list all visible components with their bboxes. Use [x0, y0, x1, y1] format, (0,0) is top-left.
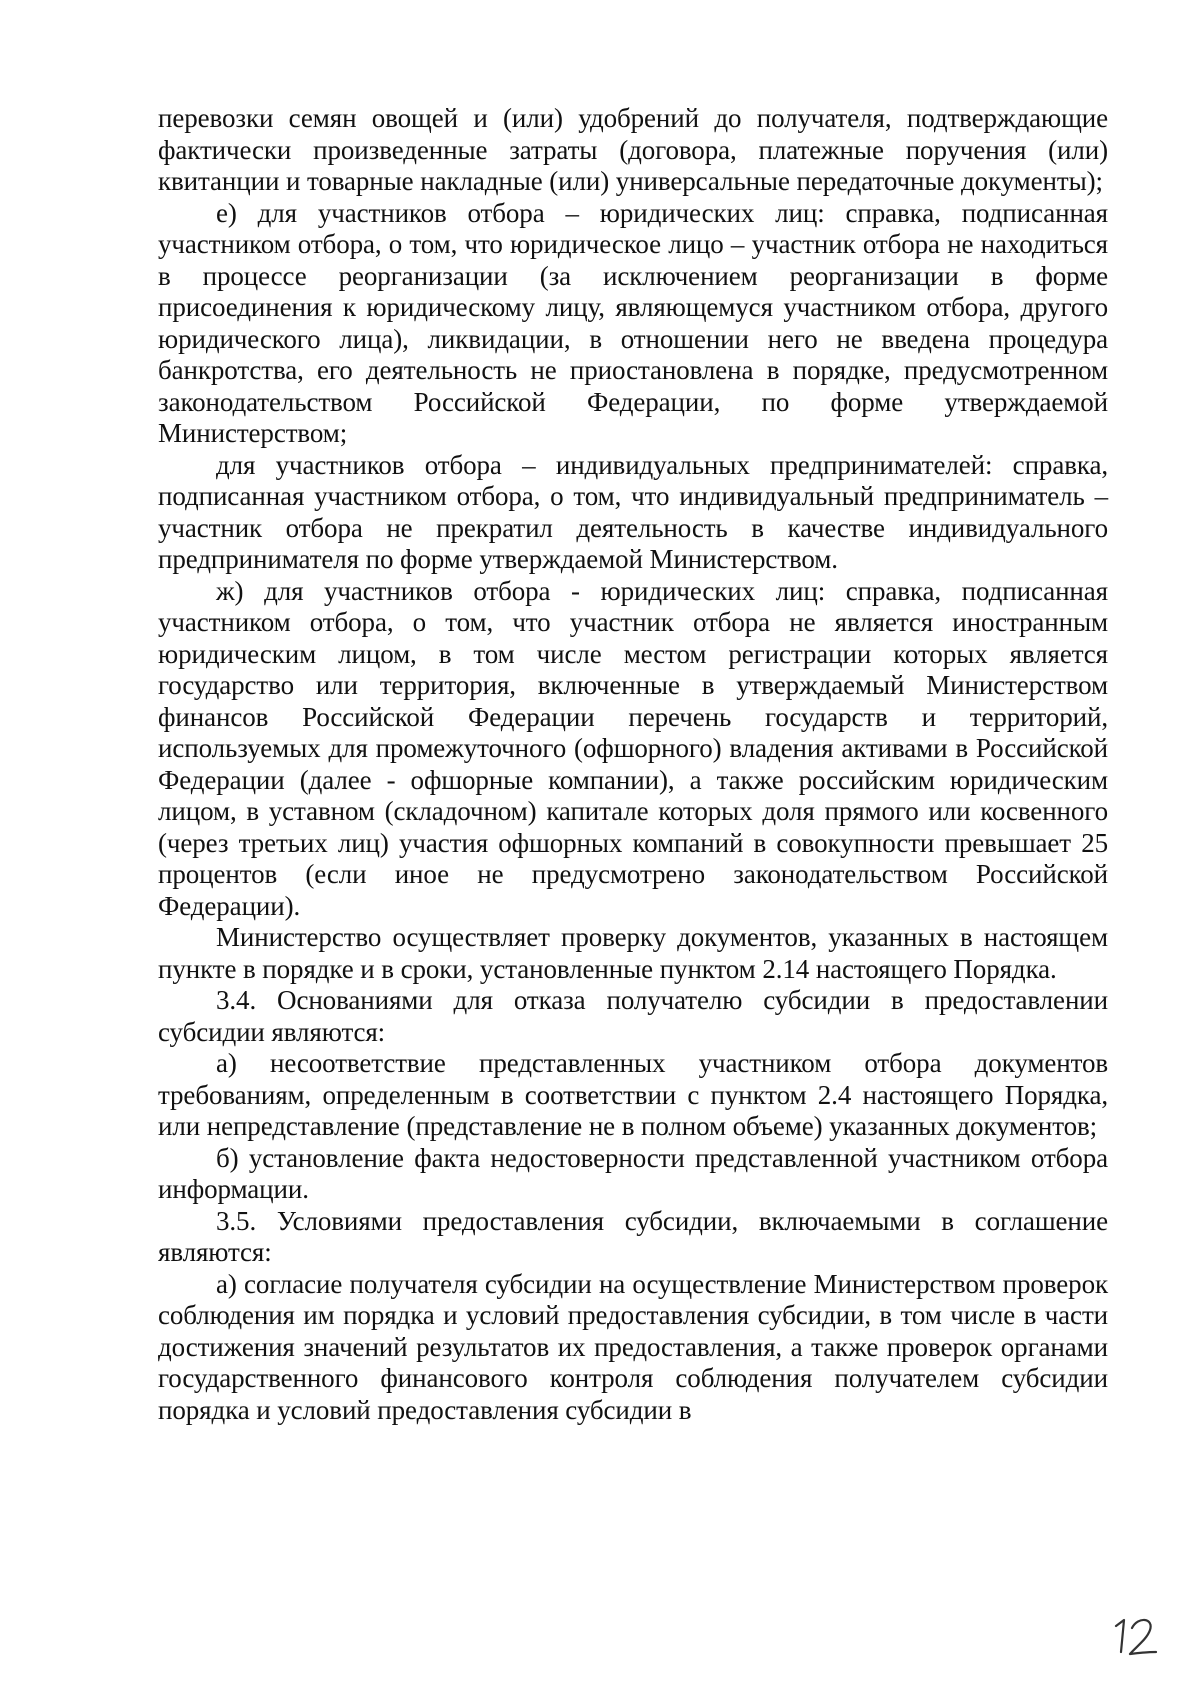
paragraph-e-legal-entities: е) для участников отбора – юридических лиц: справка, подписанная участником отбора, о том, что юридическое лицо – участник отбора не находиться в процессе реорганизации (за исключением реорганизации в форме присоединения к юридическому лицу, являющемуся участником отбора, другого юридического лица), ликвидации, в отношении него не введена процедура банкротства, его деятельность не приостановлена в порядке, предусмотренном законодательством Российской Федерации, по форме утверждаемой Министерством; — [158, 197, 1108, 448]
paragraph-transport-documents: перевозки семян овощей и (или) удобрений до получателя, подтверждающие фактически произведенные затраты (договора, платежные поручения (или) квитанции и товарные накладные (или) универсальные передаточные документы); — [158, 103, 1108, 196]
paragraph-3-4-b: б) установление факта недостоверности представленной участником отбора информации. — [158, 1142, 1108, 1204]
paragraph-zh-offshore: ж) для участников отбора - юридических лиц: справка, подписанная участником отбора, о том, что участник отбора не является иностранным юридическим лицом, в том числе местом регистрации которых является государство или территория, включенные в утверждаемый Министерством финансов Российской Федерации перечень государств и территорий, используемых для промежуточного (офшорного) владения активами в Российской Федерации (далее - офшорные компании), а также российским юридическим лицом, в уставном (складочном) капитале которых доля прямого или косвенного (через третьих лиц) участия офшорных компаний в совокупности превышает 25 процентов (если иное не предусмотрено законодательством Российской Федерации). — [158, 575, 1108, 921]
document-body — [158, 103, 1108, 1426]
paragraph-individual-entrepreneurs: для участников отбора – индивидуальных предпринимателей: справка, подписанная участником отбора, о том, что индивидуальный предприниматель – участник отбора не прекратил деятельность в качестве индивидуального предпринимателя по форме утверждаемой Министерством. — [158, 449, 1108, 574]
paragraph-ministry-check: Министерство осуществляет проверку документов, указанных в настоящем пункте в порядке и в сроки, установленные пунктом 2.14 настоящего Порядка. — [158, 922, 1108, 984]
paragraph-3-4-a: а) несоответствие представленных участником отбора документов требованиям, определенным в соответствии с пунктом 2.4 настоящего Порядка, или непредставление (представление не в полном объеме) указанных документов; — [158, 1048, 1108, 1141]
paragraph-3-5-a: а) согласие получателя субсидии на осуществление Министерством проверок соблюдения им порядка и условий предоставления субсидии, в том числе в части достижения значений результатов их предоставления, а также проверок органами государственного финансового контроля соблюдения получателем субсидии порядка и условий предоставления субсидии в — [158, 1268, 1108, 1425]
paragraph-3-5-conditions: 3.5. Условиями предоставления субсидии, включаемыми в соглашение являются: — [158, 1205, 1108, 1267]
handwritten-page-number — [1112, 1612, 1160, 1660]
paragraph-3-4-refusal-grounds: 3.4. Основаниями для отказа получателю субсидии в предоставлении субсидии являются: — [158, 985, 1108, 1047]
